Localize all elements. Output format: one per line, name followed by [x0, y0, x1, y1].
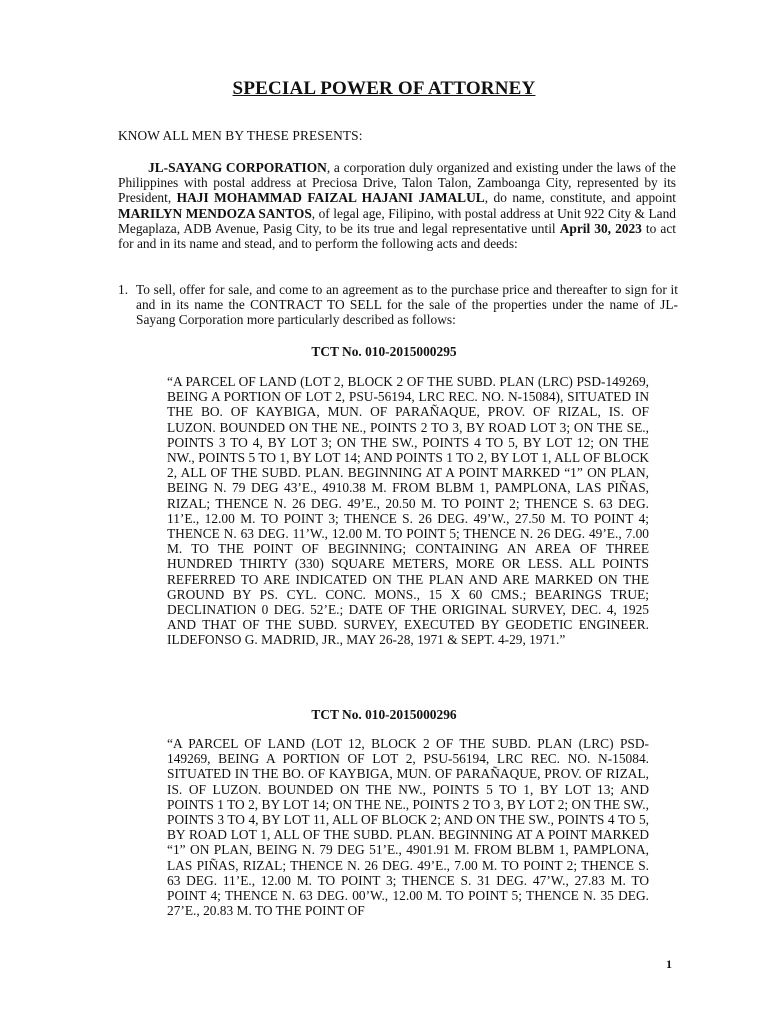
land-description-2: “A PARCEL OF LAND (LOT 12, BLOCK 2 OF THE SUBD. PLAN (LRC) PSD-149269, BEING A PORTION OF LOT 2, PSU-56194, LRC REC. NO. N-15084. SITUATED IN THE BO. OF KAYBIGA, MUN. OF PARAÑAQUE, PROV. OF RIZAL, IS. OF LUZON. BOUNDED ON THE NW., POINTS 5 TO 1, BY LOT 13; AND POINTS 1 TO 2, BY LOT 14; ON THE NE., POINTS 2 TO 3, BY LOT 2; ON THE SW., POINTS 3 TO 4, BY LOT 11, ALL OF BLOCK 2; AND ON THE SW., POINTS 4 TO 5, BY ROAD LOT 1, ALL OF THE SUBD. PLAN. BEGINNING AT A POINT MARKED “1” ON PLAN, BEING N. 79 DEG 51’E., 4901.91 M. FROM BLBM 1, PAMPLONA, LAS PIÑAS, RIZAL; THENCE N. 26 DEG. 49’E., 7.00 M. TO POINT 2; THENCE S. 63 DEG. 11’E., 12.00 M. TO POINT 3; THENCE S. 31 DEG. 47’W., 27.83 M. TO POINT 4; THENCE N. 63 DEG. 00’W., 12.00 M. TO POINT 5; THENCE N. 35 DEG. 27’E., 20.83 M. TO THE POINT OF: [167, 736, 649, 919]
intro-line: KNOW ALL MEN BY THESE PRESENTS:: [118, 128, 363, 143]
principal-desc-1: , a corporation duly organized and existing under the laws of the Philippines with postal address at Preciosa Drive, Talon Talon, Zamboanga City, represented by its President,: [118, 160, 676, 206]
until-date: April 30, 2023: [559, 220, 642, 236]
principal-paragraph: [118, 160, 676, 251]
tct-heading-2: TCT No. 010-2015000296: [311, 707, 457, 722]
principal-desc-3: , of legal age, Filipino, with postal address at Unit 922 City & Land Megaplaza, ADB Avenue, Pasig City, to be its true and legal representative until: [118, 205, 676, 236]
principal-desc-4: to act for and in its name and stead, and to perform the following acts and deeds:: [118, 220, 676, 252]
document-title: SPECIAL POWER OF ATTORNEY: [232, 78, 536, 99]
list-item-1: [118, 282, 678, 328]
tct-heading-1: TCT No. 010-2015000295: [311, 344, 457, 359]
land-description-1: “A PARCEL OF LAND (LOT 2, BLOCK 2 OF THE SUBD. PLAN (LRC) PSD-149269, BEING A PORTION OF LOT 2, PSU-56194, LRC REC. NO. N-15084), SITUATED IN THE BO. OF KAYBIGA, MUN. OF PARAÑAQUE, PROV. OF RIZAL, IS. OF LUZON. BOUNDED ON THE NE., POINTS 2 TO 3, BY ROAD LOT 3; ON THE SE., POINTS 3 TO 4, BY LOT 3; ON THE SW., POINTS 4 TO 5, BY LOT 12; ON THE NW., POINTS 5 TO 1, BY LOT 14; AND POINTS 1 TO 2, BY LOT 1, ALL OF BLOCK 2, ALL OF THE SUBD. PLAN. BEGINNING AT A POINT MARKED “1” ON PLAN, BEING N. 79 DEG 43’E., 4910.38 M. FROM BLBM 1, PAMPLONA, LAS PIÑAS, RIZAL; THENCE N. 26 DEG. 49’E., 20.50 M. TO POINT 2; THENCE S. 63 DEG. 11’E., 12.00 M. TO POINT 3; THENCE S. 26 DEG. 49’W., 27.50 M. TO POINT 4; THENCE N. 63 DEG. 11’W., 12.00 M. TO POINT 5; THENCE N. 26 DEG. 49’E., 7.00 M. TO THE POINT OF BEGINNING; CONTAINING AN AREA OF THREE HUNDRED THIRTY (330) SQUARE METERS, MORE OR LESS. ALL POINTS REFERRED TO ARE INDICATED ON THE PLAN AND ARE MARKED ON THE GROUND BY PS. CYL. CONC. MONS., 15 X 60 CMS.; BEARINGS TRUE; DECLINATION 0 DEG. 52’E.; DATE OF THE ORIGINAL SURVEY, DEC. 4, 1925 AND THAT OF THE SUBD. SURVEY, EXECUTED BY GEODETIC ENGINEER. ILDEFONSO G. MADRID, JR., MAY 26-28, 1971 & SEPT. 4-29, 1971.”: [167, 374, 649, 648]
president-name: HAJI MOHAMMAD FAIZAL HAJANI JAMALUL: [176, 190, 485, 206]
list-item-number: 1.: [118, 282, 129, 297]
page-number: 1: [666, 957, 672, 971]
attorney-name: MARILYN MENDOZA SANTOS: [118, 205, 312, 221]
list-item-text: To sell, offer for sale, and come to an agreement as to the purchase price and thereafter to sign for it and in its name the CONTRACT TO SELL for the sale of the properties under the name of JL-Sayang Corporation more particularly described as follows:: [136, 282, 678, 328]
principal-name: JL-SAYANG CORPORATION: [148, 160, 327, 175]
principal-desc-2: , do name, constitute, and appoint: [484, 190, 677, 206]
